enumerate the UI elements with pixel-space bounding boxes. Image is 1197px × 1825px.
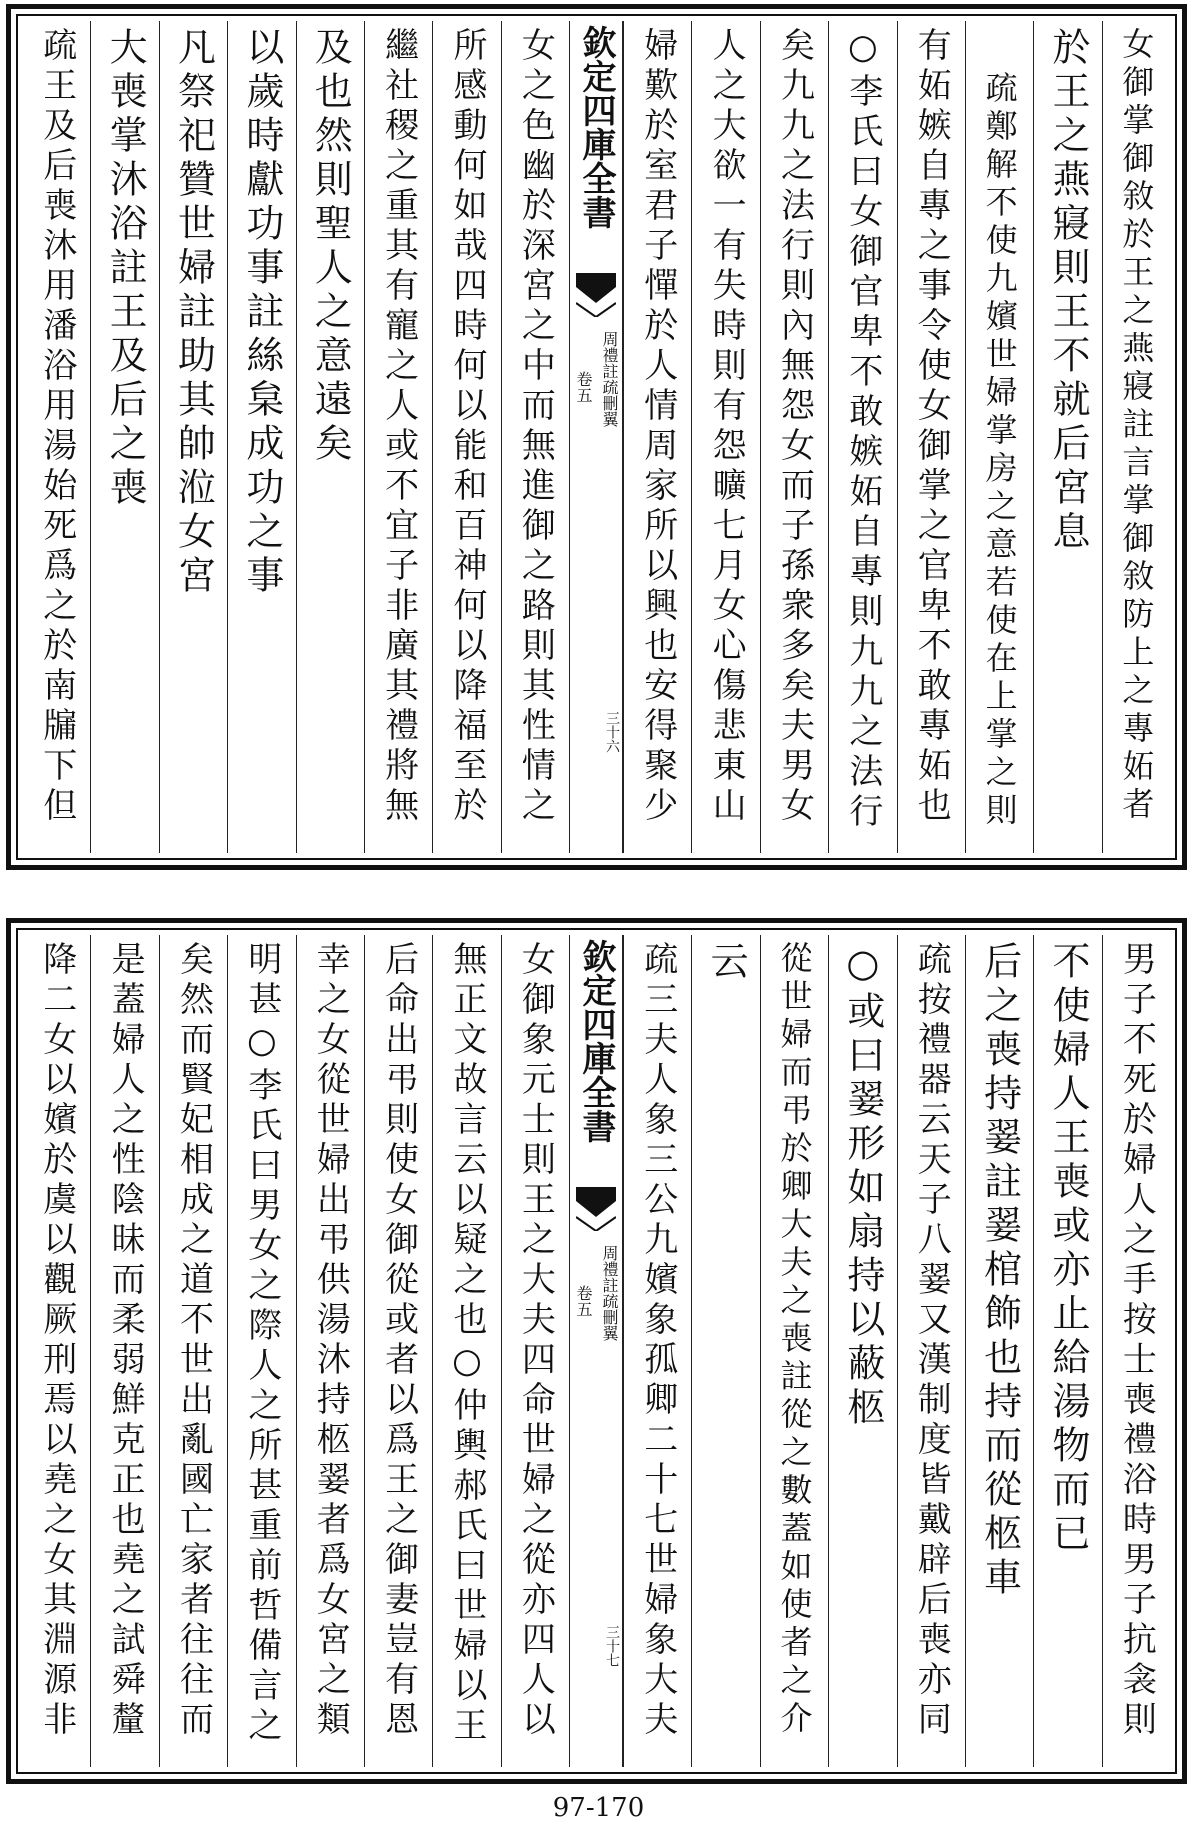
work-title-label: 周禮註疏刪翼: [600, 1245, 619, 1341]
column-text: 云: [704, 941, 749, 985]
top-page: [6, 4, 1187, 870]
column-text: 矣然而賢妃相成之道不世出亂國亡家者往往而: [173, 941, 214, 1741]
volume-label: 卷五: [574, 1285, 593, 1317]
text-column: [1102, 21, 1170, 853]
text-column: [623, 21, 691, 853]
text-column: [296, 935, 364, 1767]
book-title: 欽定四庫全書: [576, 25, 616, 229]
fish-tail-ornament-icon: [576, 1187, 616, 1231]
column-text: 無正文故言云以疑之也○仲輿郝氏曰世婦以王: [446, 941, 487, 1747]
column-text: 疏三夫人象三公九嬪象孤卿二十七世婦象大夫: [637, 941, 678, 1741]
text-column: [691, 21, 759, 853]
column-text: 凡祭祀贊世婦註助其帥涖女宮: [171, 27, 216, 599]
column-text: 男子不死於婦人之手按士喪禮浴時男子抗衾則: [1116, 941, 1157, 1741]
text-column: [760, 21, 828, 853]
text-column: [828, 21, 896, 853]
text-column: [432, 935, 500, 1767]
text-column: [965, 21, 1033, 853]
column-text: 女御掌御敘於王之燕寢註言掌御敘防上之專妬者: [1117, 27, 1156, 825]
work-title-label: 周禮註疏刪翼: [600, 331, 619, 427]
column-text: 繼社稷之重其有寵之人或不宜子非廣其禮將無: [378, 27, 419, 827]
column-text: 是蓋婦人之性陰昧而柔弱鮮克正也堯之試舜釐: [105, 941, 146, 1741]
text-column: [90, 21, 158, 853]
column-text: 及也然則聖人之意遠矣: [308, 27, 353, 467]
column-text: 從世婦而弔於卿大夫之喪註從之數蓋如使者之介: [775, 941, 814, 1739]
column-text: 人之大欲一有失時則有怨曠七月女心傷悲東山: [706, 27, 747, 827]
leaf-number: 三十七: [604, 1625, 620, 1667]
column-text: 女御象元士則王之大夫四命世婦之從亦四人以: [515, 941, 556, 1741]
column-text: 矣九九之法行則內無怨女而子孫衆多矣夫男女: [774, 27, 815, 827]
text-column: [23, 935, 90, 1767]
top-page-columns: [23, 21, 1170, 853]
text-column: [501, 21, 569, 853]
text-column: [691, 935, 759, 1767]
bottom-page-columns: [23, 935, 1170, 1767]
column-text: 降二女以嬪於虞以觀厥刑焉以堯之女其淵源非: [36, 941, 77, 1741]
column-text: 幸之女從世婦出弔供湯沐持柩翣者爲女宮之類: [310, 941, 351, 1741]
text-column: [760, 935, 828, 1767]
column-text: 疏王及后喪沐用潘浴用湯始死爲之於南牖下但: [36, 27, 77, 827]
column-text: 后之喪持翣註翣棺飾也持而從柩車: [977, 941, 1022, 1601]
text-column: [1033, 21, 1101, 853]
text-column: [1102, 935, 1170, 1767]
text-column: [364, 21, 432, 853]
fish-tail-ornament-icon: [576, 273, 616, 317]
text-column: [159, 21, 227, 853]
center-strip: [569, 935, 623, 1767]
page-number-footer: 97-170: [552, 1793, 645, 1823]
text-column: [1033, 935, 1101, 1767]
text-column: [897, 935, 965, 1767]
text-column: [897, 21, 965, 853]
text-column: [432, 21, 500, 853]
volume-label: 卷五: [574, 371, 593, 403]
column-text: 於王之燕寢則王不就后宮息: [1045, 27, 1090, 555]
column-text: 后命出弔則使女御從或者以爲王之御妻豈有恩: [378, 941, 419, 1741]
text-column: [965, 935, 1033, 1767]
text-column: [501, 935, 569, 1767]
text-column: [90, 935, 158, 1767]
column-text: 大喪掌沐浴註王及后之喪: [103, 27, 148, 511]
text-column: [623, 935, 691, 1767]
text-column: [159, 935, 227, 1767]
text-column: [23, 21, 90, 853]
text-column: [828, 935, 896, 1767]
center-strip: [569, 21, 623, 853]
text-column: [227, 935, 295, 1767]
leaf-number: 三十六: [604, 711, 620, 753]
bottom-page: [6, 918, 1187, 1784]
column-text: 明甚○李氏曰男女之際人之所甚重前哲備言之: [241, 941, 282, 1747]
column-text: 疏鄭解不使九嬪世婦掌房之意若使在上掌之則: [980, 71, 1019, 831]
column-text: 以歲時獻功事註絲枲成功之事: [239, 27, 284, 599]
text-column: [227, 21, 295, 853]
column-text: ○或曰翣形如扇持以蔽柩: [840, 941, 885, 1431]
column-text: ○李氏曰女御官卑不敢嫉妬自專則九九之法行: [842, 27, 883, 833]
book-title: 欽定四庫全書: [576, 939, 616, 1143]
text-column: [364, 935, 432, 1767]
column-text: 有妬嫉自專之事令使女御掌之官卑不敢專妬也: [911, 27, 952, 827]
column-text: 不使婦人王喪或亦止給湯物而已: [1045, 941, 1090, 1557]
column-text: 疏按禮器云天子八翣又漢制度皆戴辟后喪亦同: [911, 941, 952, 1741]
text-column: [296, 21, 364, 853]
column-text: 婦歎於室君子憚於人情周家所以興也安得聚少: [637, 27, 678, 827]
column-text: 女之色幽於深宮之中而無進御之路則其性情之: [515, 27, 556, 827]
column-text: 所感動何如哉四時何以能和百神何以降福至於: [446, 27, 487, 827]
